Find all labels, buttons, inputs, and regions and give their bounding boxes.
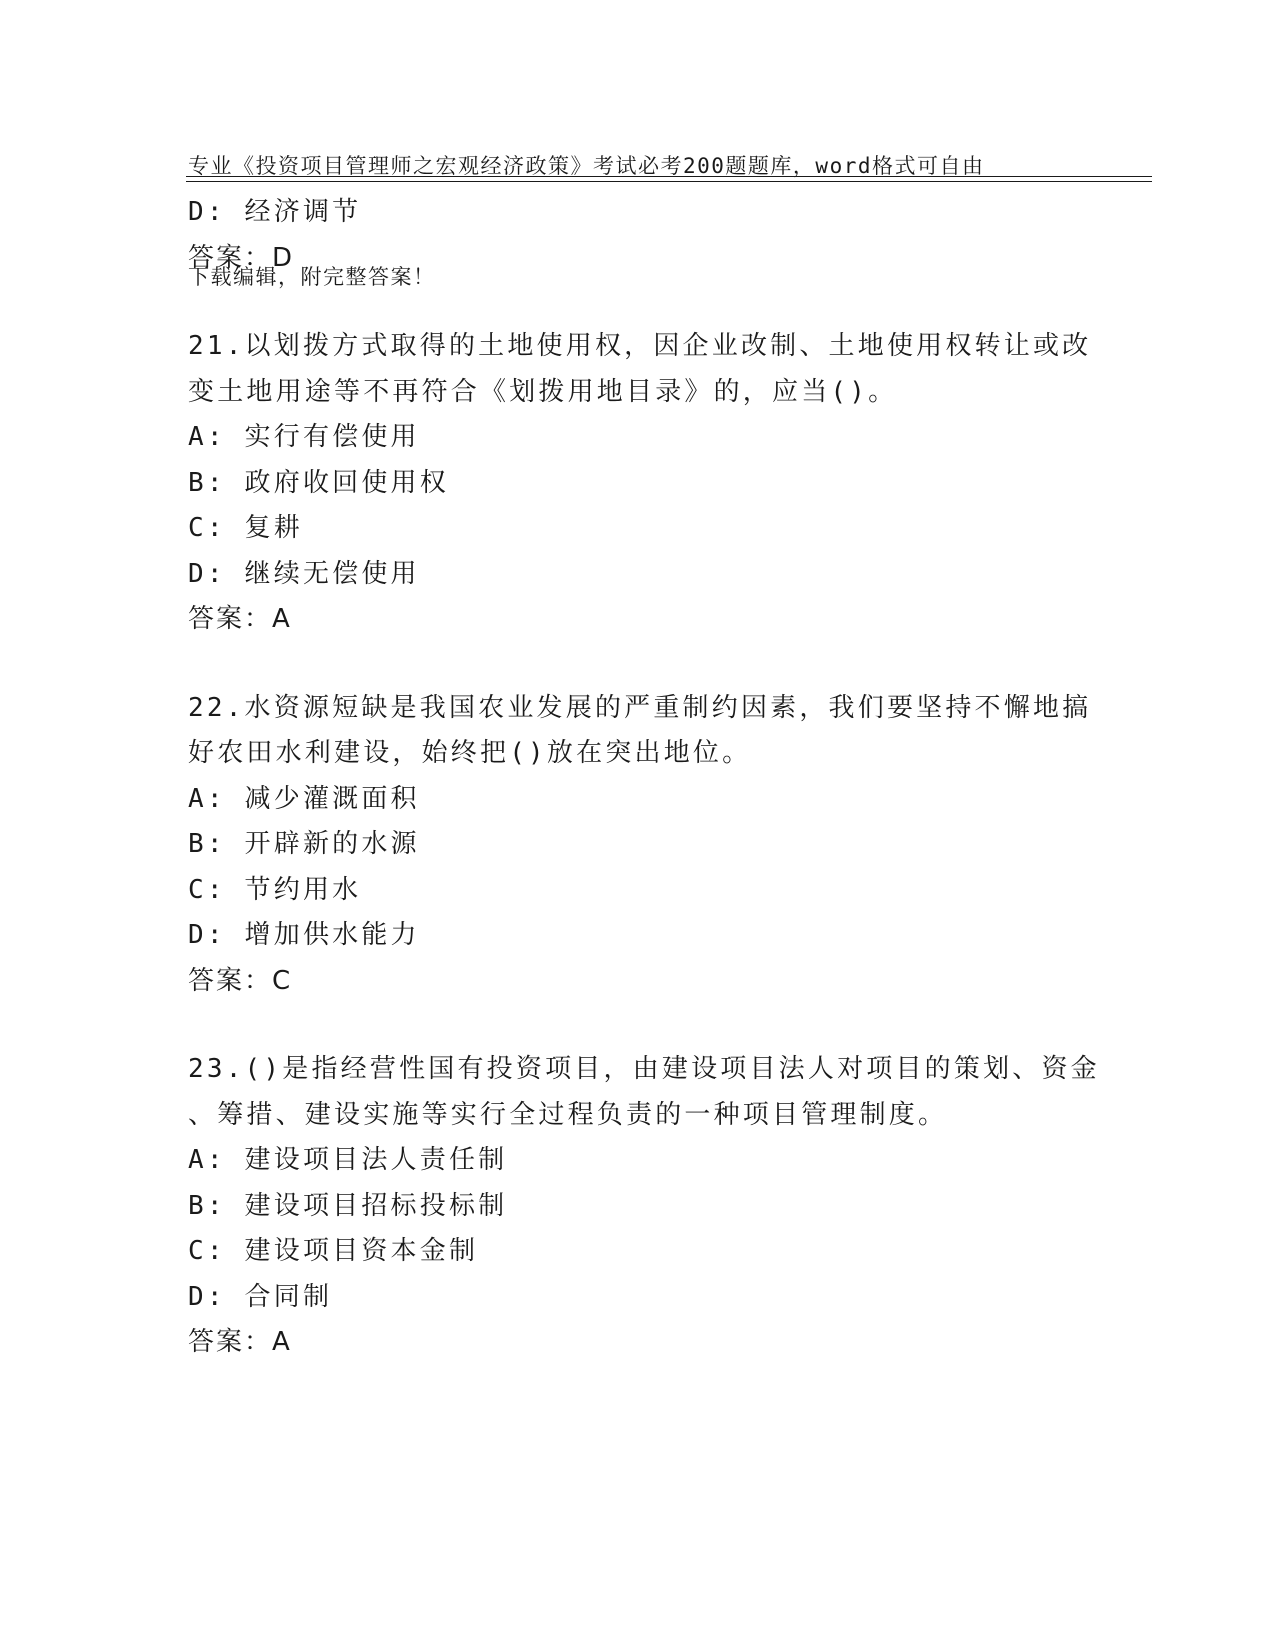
spacer — [188, 643, 1088, 686]
option-a: A: 建设项目法人责任制 — [188, 1145, 508, 1175]
question-22 — [188, 686, 1092, 1005]
option-d: D: 经济调节 — [188, 197, 362, 227]
option-c: C: 建设项目资本金制 — [188, 1236, 479, 1266]
header-title-line-2: 下载编辑，附完整答案！ — [188, 265, 436, 289]
answer-line: 答案：D — [188, 242, 295, 273]
question-stem-line-1: 21.以划拨方式取得的土地使用权，因企业改制、土地使用权转让或改 — [188, 331, 1092, 361]
option-b: B: 政府收回使用权 — [188, 467, 449, 498]
option-c: C: 节约用水 — [188, 874, 362, 905]
option-b: B: 开辟新的水源 — [188, 829, 420, 859]
spacer — [188, 1004, 1088, 1047]
header-title-line-1: 专业《投资项目管理师之宏观经济政策》考试必考200题题库，word格式可自由 — [188, 154, 985, 178]
question-stem-line-2: 、筹措、建设实施等实行全过程负责的一种项目管理制度。 — [188, 1099, 948, 1130]
option-a: A: 实行有偿使用 — [188, 422, 420, 452]
answer-line: 答案：C — [188, 965, 293, 996]
question-21 — [188, 324, 1092, 643]
option-d: D: 合同制 — [188, 1281, 333, 1312]
question-stem-line-1: 23.()是指经营性国有投资项目，由建设项目法人对项目的策划、资金 — [188, 1054, 1100, 1084]
question-stem — [188, 686, 1092, 777]
option-b: B: 建设项目招标投标制 — [188, 1190, 508, 1221]
previous-question-tail — [188, 190, 1088, 281]
question-stem-line-2: 变土地用途等不再符合《划拨用地目录》的，应当()。 — [188, 376, 898, 407]
answer-line: 答案：A — [188, 1327, 292, 1357]
question-stem — [188, 1047, 1100, 1138]
option-d: D: 增加供水能力 — [188, 920, 420, 950]
question-stem-line-2: 好农田水利建设，始终把()放在突出地位。 — [188, 738, 752, 768]
question-stem — [188, 324, 1092, 415]
option-d: D: 继续无偿使用 — [188, 558, 420, 589]
answer-line: 答案：A — [188, 604, 292, 634]
question-content — [188, 190, 1100, 1366]
question-stem-line-1: 22.水资源短缺是我国农业发展的严重制约因素，我们要坚持不懈地搞 — [188, 692, 1092, 723]
option-c: C: 复耕 — [188, 513, 303, 543]
header-divider-top — [186, 176, 1152, 177]
option-a: A: 减少灌溉面积 — [188, 783, 420, 814]
header-divider-bottom — [186, 181, 1152, 182]
question-23 — [188, 1047, 1100, 1366]
spacer — [188, 281, 1088, 324]
